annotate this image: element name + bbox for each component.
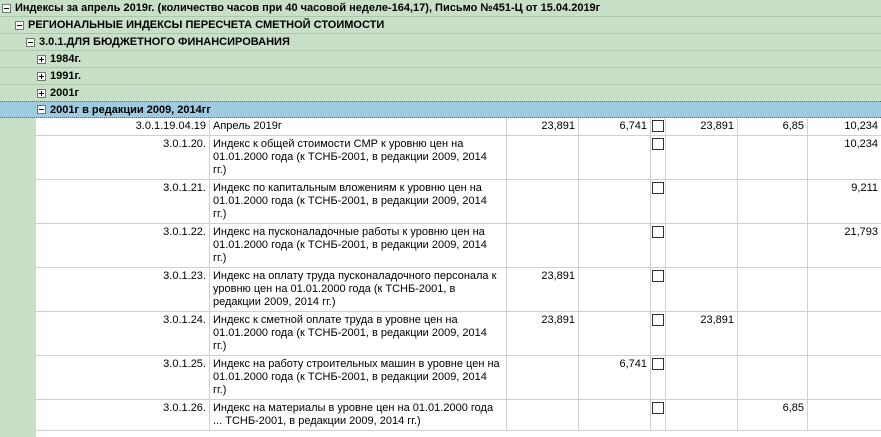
code-cell: 3.0.1.24. [36, 312, 210, 355]
value-cell [666, 356, 738, 399]
value-cell [808, 268, 881, 311]
value-cell [507, 224, 579, 267]
table-row[interactable] [36, 224, 881, 268]
row-checkbox[interactable] [652, 138, 664, 150]
value-cell [579, 400, 651, 430]
expand-icon[interactable] [37, 89, 46, 98]
row-checkbox[interactable] [652, 182, 664, 194]
table-row[interactable] [36, 356, 881, 400]
checkbox-cell [651, 268, 666, 311]
value-cell: 6,85 [738, 400, 808, 430]
value-cell [579, 136, 651, 179]
row-checkbox[interactable] [652, 402, 664, 414]
tree-section-row[interactable] [0, 17, 881, 34]
code-cell: 3.0.1.25. [36, 356, 210, 399]
value-cell: 23,891 [507, 312, 579, 355]
checkbox-cell [651, 356, 666, 399]
value-cell [808, 356, 881, 399]
tree-subsection-row[interactable] [0, 34, 881, 51]
value-cell [738, 180, 808, 223]
row-checkbox[interactable] [652, 358, 664, 370]
tree-subsection-label: 3.0.1.ДЛЯ БЮДЖЕТНОГО ФИНАНСИРОВАНИЯ [39, 36, 290, 48]
value-cell [507, 400, 579, 430]
name-cell: Индекс к сметной оплате труда в уровне цен на 01.01.2000 года (к ТСНБ-2001, в редакции 2009, 2014 гг.) [210, 312, 507, 355]
value-cell [666, 400, 738, 430]
expand-icon[interactable] [37, 55, 46, 64]
tree-node-label: 1984г. [50, 53, 82, 65]
code-cell: 3.0.1.22. [36, 224, 210, 267]
value-cell [738, 356, 808, 399]
index-grid [36, 118, 881, 437]
name-cell: Индекс на материалы в уровне цен на 01.01.2000 года ... ТСНБ-2001, в редакции 2009, 2014 гг.) [210, 400, 507, 430]
value-cell: 10,234 [844, 120, 878, 132]
value-cell [666, 180, 738, 223]
grid-indent-strip [0, 118, 36, 437]
checkbox-cell [651, 312, 666, 355]
row-checkbox[interactable] [652, 270, 664, 282]
value-cell [579, 268, 651, 311]
name-cell: Индекс на работу строительных машин в уровне цен на 01.01.2000 года (к ТСНБ-2001, в редакции 2009, 2014 гг.) [210, 356, 507, 399]
tree-section-label: РЕГИОНАЛЬНЫЕ ИНДЕКСЫ ПЕРЕСЧЕТА СМЕТНОЙ СТОИМОСТИ [28, 19, 385, 31]
value-cell: 23,891 [507, 268, 579, 311]
code-cell: 3.0.1.19.04.19 [36, 118, 210, 135]
tree-node-1984[interactable] [0, 51, 881, 68]
value-cell [507, 136, 579, 179]
value-cell: 23,891 [666, 312, 738, 355]
value-cell: 6,741 [579, 118, 651, 135]
value-cell [507, 356, 579, 399]
table-row[interactable] [36, 268, 881, 312]
value-cell [579, 312, 651, 355]
collapse-icon[interactable] [15, 21, 24, 30]
tree-node-label: 1991г. [50, 70, 82, 82]
table-row[interactable] [36, 180, 881, 224]
tree-root-row[interactable] [0, 0, 881, 17]
code-cell: 3.0.1.21. [36, 180, 210, 223]
checkbox-cell [651, 136, 666, 179]
value-cell: 23,891 [666, 118, 738, 135]
table-row[interactable] [36, 312, 881, 356]
tree-node-1991[interactable] [0, 68, 881, 85]
collapse-icon[interactable] [2, 4, 11, 13]
value-cell [808, 400, 881, 430]
table-row[interactable] [36, 118, 881, 136]
table-row[interactable] [36, 400, 881, 431]
name-cell: Индекс на оплату труда пусконаладочного персонала к уровню цен на 01.01.2000 года (к ТСНБ-2001, в редакции 2009, 2014 гг.) [210, 268, 507, 311]
value-cell [738, 312, 808, 355]
value-cell: 10,234 [844, 138, 878, 150]
row-checkbox[interactable] [652, 226, 664, 238]
value-cell [666, 136, 738, 179]
value-cell [738, 268, 808, 311]
name-cell: Индекс на пусконаладочные работы к уровню цен на 01.01.2000 года (к ТСНБ-2001, в редакции 2009, 2014 гг.) [210, 224, 507, 267]
tree-node-2001[interactable] [0, 85, 881, 102]
name-cell: Апрель 2019г [210, 118, 507, 135]
code-cell: 3.0.1.23. [36, 268, 210, 311]
value-cell [666, 268, 738, 311]
value-cell: 21,793 [844, 226, 878, 238]
checkbox-cell [651, 118, 666, 135]
tree-node-2001-2009-2014[interactable] [0, 101, 881, 118]
tree-node-label: 2001г [50, 87, 80, 99]
row-checkbox[interactable] [652, 120, 664, 132]
table-row[interactable] [36, 136, 881, 180]
collapse-icon[interactable] [26, 38, 35, 47]
value-cell [666, 224, 738, 267]
name-cell: Индекс к общей стоимости СМР к уровню цен на 01.01.2000 года (к ТСНБ-2001, в редакции 2009, 2014 гг.) [210, 136, 507, 179]
row-checkbox[interactable] [652, 314, 664, 326]
value-cell [579, 180, 651, 223]
name-cell: Индекс по капитальным вложениям к уровню цен на 01.01.2000 года (к ТСНБ-2001, в редакции 2009, 2014 гг.) [210, 180, 507, 223]
value-cell [507, 180, 579, 223]
value-cell: 9,211 [851, 182, 878, 194]
code-cell: 3.0.1.26. [36, 400, 210, 430]
collapse-icon[interactable] [37, 105, 46, 114]
checkbox-cell [651, 400, 666, 430]
expand-icon[interactable] [37, 72, 46, 81]
code-cell: 3.0.1.20. [36, 136, 210, 179]
value-cell: 6,85 [738, 118, 808, 135]
checkbox-cell [651, 180, 666, 223]
value-cell: 23,891 [507, 118, 579, 135]
value-cell [738, 136, 808, 179]
checkbox-cell [651, 224, 666, 267]
tree-node-label: 2001г в редакции 2009, 2014гг [50, 103, 211, 116]
tree-root-label: Индексы за апрель 2019г. (количество часов при 40 часовой неделе-164,17), Письмо №451-Ц от 15.04.2019г [15, 2, 601, 14]
value-cell [808, 312, 881, 355]
value-cell [579, 224, 651, 267]
value-cell: 6,741 [579, 356, 651, 399]
value-cell [738, 224, 808, 267]
